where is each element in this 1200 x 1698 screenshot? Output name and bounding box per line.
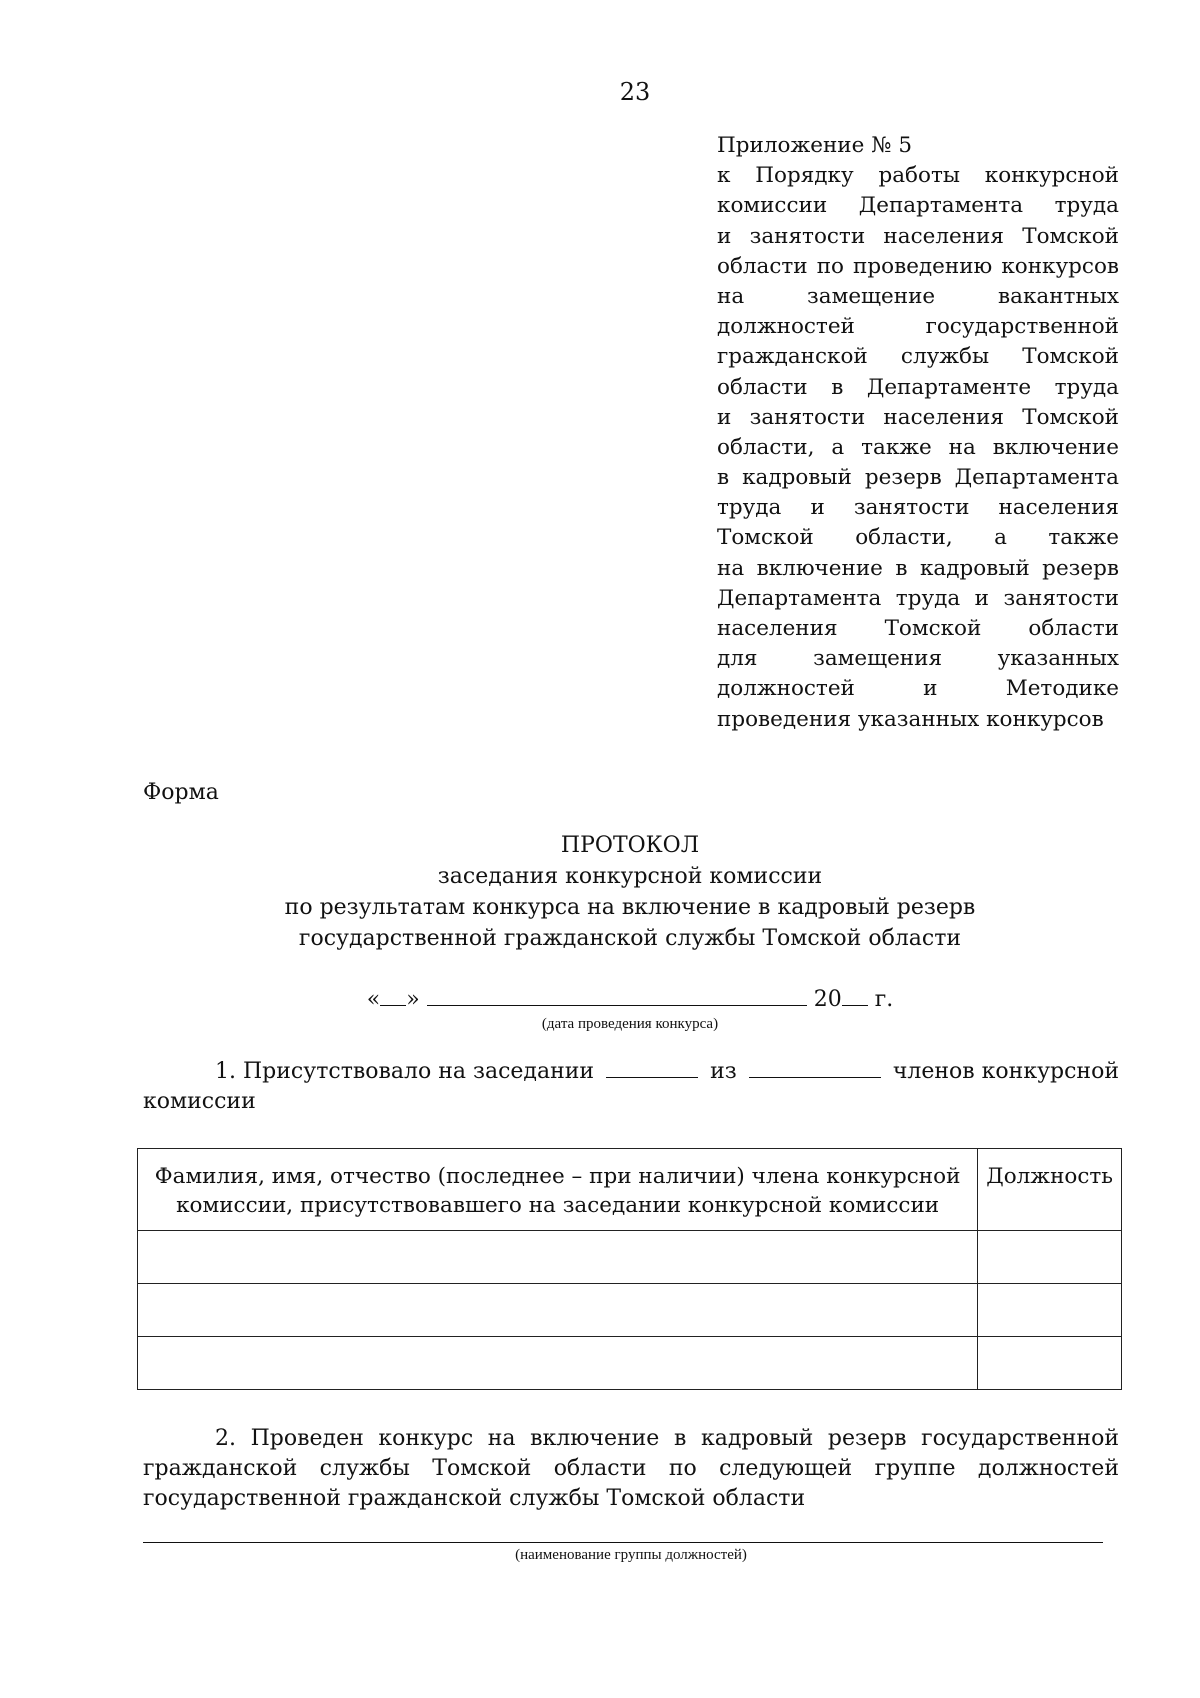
month-blank[interactable]: [427, 983, 807, 1006]
appendix-line: и занятости населения Томской: [717, 404, 1119, 430]
year-prefix: 20: [813, 987, 842, 1012]
appendix-line: и занятости населения Томской: [717, 223, 1119, 249]
protocol-subtitle-3: государственной гражданской службы Томской области: [298, 926, 962, 951]
table-cell[interactable]: [138, 1337, 978, 1390]
appendix-line: на замещение вакантных: [717, 283, 1119, 309]
paragraph-1-from: из: [710, 1059, 737, 1084]
appendix-line: Томской области, а также: [717, 525, 1119, 551]
appendix-line: проведения указанных конкурсов: [717, 706, 1104, 732]
year-suffix: г.: [874, 987, 894, 1012]
paragraph-2-line-3: государственной гражданской службы Томской области: [143, 1486, 806, 1511]
group-name-blank[interactable]: [143, 1542, 1103, 1543]
appendix-line: на включение в кадровый резерв: [717, 555, 1119, 581]
appendix-block: [717, 131, 1119, 735]
total-count-blank[interactable]: [749, 1055, 881, 1078]
appendix-line: к Порядку работы конкурсной: [717, 163, 1119, 189]
present-count-blank[interactable]: [606, 1055, 698, 1078]
appendix-line: населения Томской области: [717, 616, 1119, 641]
form-label: Форма: [143, 780, 219, 805]
date-line: [0, 983, 1200, 1012]
appendix-line: области в Департаменте труда: [717, 374, 1119, 400]
table-cell[interactable]: [978, 1231, 1122, 1284]
appendix-line: для замещения указанных: [717, 646, 1119, 672]
table-cell[interactable]: [138, 1231, 978, 1284]
day-blank[interactable]: [380, 983, 406, 1006]
appendix-line: в кадровый резерв Департамента: [717, 465, 1119, 491]
protocol-title-block: [0, 830, 1200, 954]
open-quote: «: [366, 987, 381, 1012]
table-row: [138, 1337, 1122, 1390]
table-row: [138, 1284, 1122, 1337]
table-row: [138, 1231, 1122, 1284]
paragraph-1-commission: комиссии: [143, 1089, 256, 1114]
appendix-line: Приложение № 5: [717, 133, 913, 158]
paragraph-2-line-1: 2. Проведен конкурс на включение в кадровый резерв государственной: [215, 1426, 1119, 1451]
date-caption: (дата проведения конкурса): [541, 1016, 719, 1032]
protocol-subtitle-1: заседания конкурсной комиссии: [437, 864, 823, 889]
group-caption: (наименование группы должностей): [515, 1547, 747, 1563]
appendix-line: области, а также на включение: [717, 434, 1119, 460]
header-position: Должность: [978, 1149, 1122, 1231]
protocol-title: ПРОТОКОЛ: [560, 833, 700, 858]
paragraph-1-members: членов конкурсной: [892, 1059, 1119, 1084]
members-table: [137, 1148, 1122, 1390]
protocol-subtitle-2: по результатам конкурса на включение в кадровый резерв: [284, 895, 976, 920]
paragraph-2-line-2: гражданской службы Томской области по следующей группе должностей: [143, 1456, 1119, 1481]
year-blank[interactable]: [842, 983, 868, 1006]
paragraph-2: [143, 1424, 1119, 1514]
close-quote: »: [406, 987, 420, 1012]
appendix-line: должностей государственной: [717, 314, 1119, 340]
paragraph-1: [143, 1055, 1119, 1117]
appendix-line: труда и занятости населения: [717, 495, 1119, 521]
appendix-line: Департамента труда и занятости: [717, 585, 1119, 611]
paragraph-1-number-text: 1. Присутствовало на заседании: [215, 1059, 595, 1084]
table-cell[interactable]: [978, 1337, 1122, 1390]
appendix-line: гражданской службы Томской: [717, 344, 1119, 370]
table-cell[interactable]: [978, 1284, 1122, 1337]
appendix-line: области по проведению конкурсов: [717, 253, 1119, 279]
page-number: 23: [619, 78, 651, 106]
appendix-line: комиссии Департамента труда: [717, 193, 1119, 219]
table-cell[interactable]: [138, 1284, 978, 1337]
appendix-line: должностей и Методике: [717, 676, 1119, 702]
header-full-name: Фамилия, имя, отчество (последнее – при наличии) члена конкурсной комиссии, присутствовавшего на заседании конкурсной комиссии: [138, 1149, 978, 1231]
